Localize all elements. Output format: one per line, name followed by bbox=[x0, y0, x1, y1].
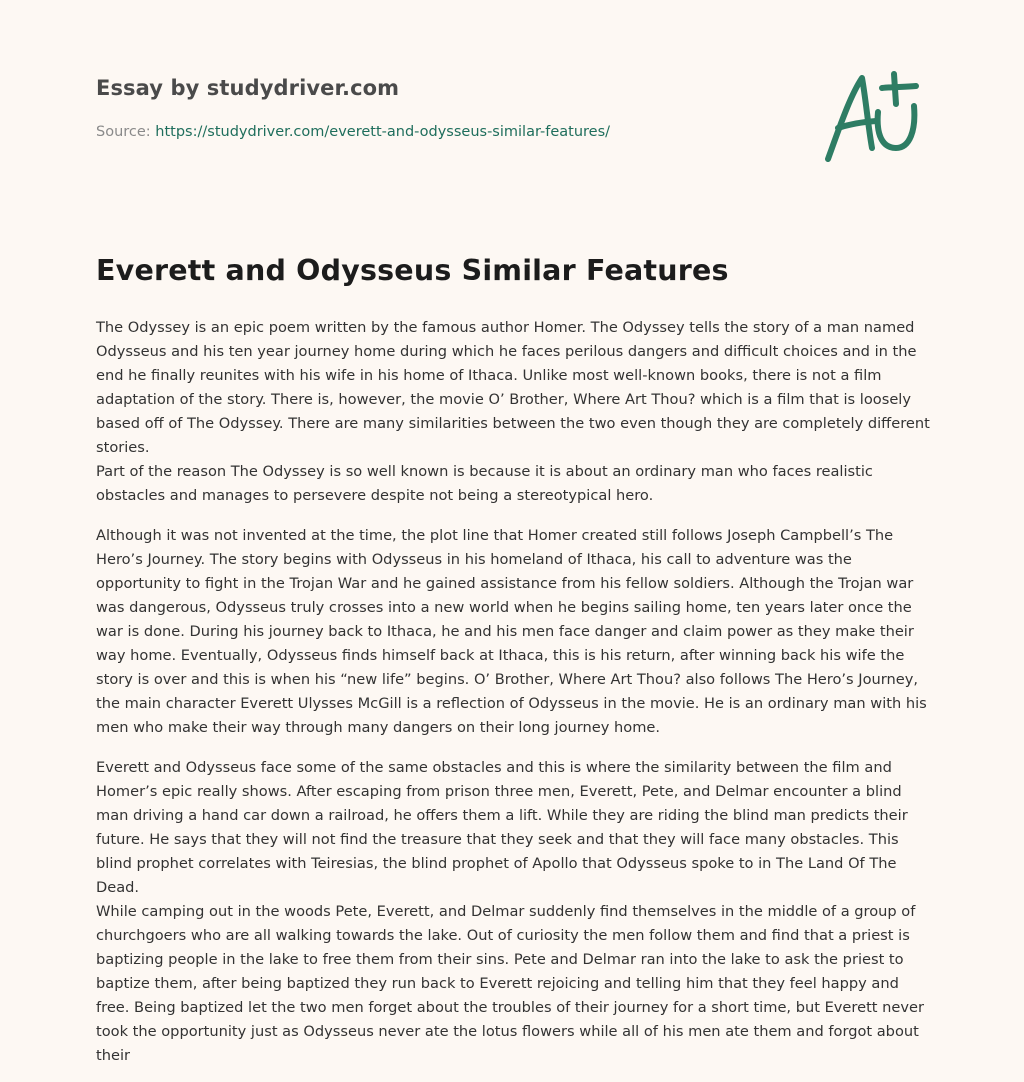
essay-paragraph: While camping out in the woods Pete, Everett, and Delmar suddenly find themselves in the middle of a group of churchgoers who are all walking towards the lake. Out of curiosity the men follow them and find that a priest is baptizing people in the lake to free them from their sins. Pete and Delmar ran into the lake to ask the priest to baptize them, after being baptized they run back to Everett rejoicing and telling him that they feel happy and free. Being baptized let the two men forget about the troubles of their journey for a short time, but Everett never took the opportunity just as Odysseus never ate the lotus flowers while all of his men ate them and forgot about their bbox=[96, 903, 924, 1064]
source-label: Source: bbox=[96, 124, 151, 140]
a-plus-grade-icon bbox=[816, 66, 932, 166]
essay-paragraph: The Odyssey is an epic poem written by the famous author Homer. The Odyssey tells the story of a man named Odysseus and his ten year journey home during which he faces perilous dangers and difficult choices and in the end he finally reunites with his wife in his home of Ithaca. Unlike most well-known books, there is not a film adaptation of the story. There is, however, the movie O’ Brother, Where Art Thou? which is a film that is loosely based off of The Odyssey. There are many similarities between the two even though they are completely different stories. bbox=[96, 319, 930, 456]
source-line bbox=[96, 124, 610, 140]
essay-paragraph: Although it was not invented at the time, the plot line that Homer created still follows Joseph Campbell’s The Hero’s Journey. The story begins with Odysseus in his homeland of Ithaca, his call to adventure was the opportunity to fight in the Trojan War and he gained assistance from his fellow soldiers. Although the Trojan war was dangerous, Odysseus truly crosses into a new world when he begins sailing home, ten years later once the war is done. During his journey back to Ithaca, he and his men face danger and claim power as they make their way home. Eventually, Odysseus finds himself back at Ithaca, this is his return, after winning back his wife the story is over and this is when his “new life” begins. O’ Brother, Where Art Thou? also follows The Hero’s Journey, the main character Everett Ulysses McGill is a reflection of Odysseus in the movie. He is an ordinary man with his men who make their way through many dangers on their long journey home. bbox=[96, 527, 927, 736]
site-title: Essay by studydriver.com bbox=[96, 76, 400, 100]
a-plus-logo-svg bbox=[816, 66, 932, 166]
essay-paragraph: Part of the reason The Odyssey is so well known is because it is about an ordinary man who faces realistic obstacles and manages to persevere despite not being a stereotypical hero. bbox=[96, 463, 873, 504]
source-link[interactable]: https://studydriver.com/everett-and-odysseus-similar-features/ bbox=[155, 124, 611, 140]
essay-paragraph: Everett and Odysseus face some of the same obstacles and this is where the similarity between the film and Homer’s epic really shows. After escaping from prison three men, Everett, Pete, and Delmar encounter a blind man driving a hand car down a railroad, he offers them a lift. While they are riding the blind man predicts their future. He says that they will not find the treasure that they seek and that they will face many obstacles. This blind prophet correlates with Teiresias, the blind prophet of Apollo that Odysseus spoke to in The Land Of The Dead. bbox=[96, 759, 908, 896]
essay-title: Everett and Odysseus Similar Features bbox=[96, 254, 729, 287]
essay-body bbox=[96, 316, 930, 1068]
